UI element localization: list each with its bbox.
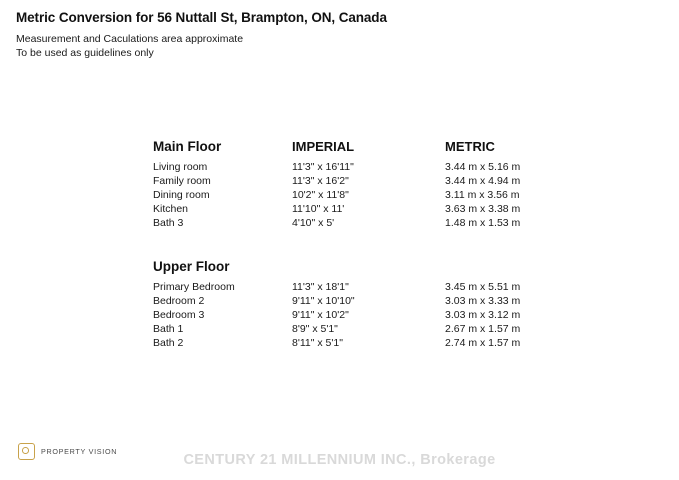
- room-name: Primary Bedroom: [153, 281, 235, 293]
- column-header-metric: METRIC: [445, 139, 495, 154]
- logo-text: PROPERTY VISION: [41, 447, 118, 456]
- room-metric: 2.67 m x 1.57 m: [445, 323, 521, 335]
- room-imperial: 11'3" x 16'11": [292, 161, 354, 173]
- section-heading-upper-floor: Upper Floor: [153, 259, 230, 274]
- section-spacer: [153, 230, 613, 259]
- table-row: [153, 322, 613, 336]
- section-heading-main-floor: Main Floor: [153, 139, 222, 154]
- room-imperial: 8'9" x 5'1": [292, 323, 338, 335]
- room-name: Dining room: [153, 189, 210, 201]
- room-name: Living room: [153, 161, 208, 173]
- disclaimer-line-1: Measurement and Caculations area approximate: [16, 33, 244, 45]
- table-row: [153, 216, 613, 230]
- room-metric: 3.03 m x 3.12 m: [445, 309, 521, 321]
- table-row: [153, 294, 613, 308]
- room-imperial: 4'10" x 5': [292, 217, 335, 229]
- room-imperial: 11'3" x 18'1": [292, 281, 349, 293]
- room-metric: 3.44 m x 4.94 m: [445, 175, 521, 187]
- room-metric: 3.11 m x 3.56 m: [445, 189, 520, 201]
- page-title: Metric Conversion for 56 Nuttall St, Brampton, ON, Canada: [16, 10, 387, 25]
- room-imperial: 11'3" x 16'2": [292, 175, 349, 187]
- column-header-imperial: IMPERIAL: [292, 139, 355, 154]
- room-imperial: 9'11" x 10'2": [292, 309, 349, 321]
- room-imperial: 10'2" x 11'8": [292, 189, 349, 201]
- room-name: Bath 2: [153, 337, 184, 349]
- room-metric: 3.44 m x 5.16 m: [445, 161, 521, 173]
- measurements-table: [153, 139, 613, 350]
- room-metric: 2.74 m x 1.57 m: [445, 337, 521, 349]
- table-row: [153, 280, 613, 294]
- upper-floor-header-row: [153, 259, 613, 274]
- room-name: Bath 3: [153, 217, 184, 229]
- room-name: Bedroom 2: [153, 295, 205, 307]
- room-metric: 1.48 m x 1.53 m: [445, 217, 521, 229]
- room-metric: 3.63 m x 3.38 m: [445, 203, 521, 215]
- table-row: [153, 188, 613, 202]
- room-metric: 3.45 m x 5.51 m: [445, 281, 521, 293]
- table-row: [153, 174, 613, 188]
- section-upper-floor: [153, 259, 613, 350]
- room-metric: 3.03 m x 3.33 m: [445, 295, 521, 307]
- upper-floor-rows: [153, 280, 613, 350]
- table-row: [153, 308, 613, 322]
- room-name: Bedroom 3: [153, 309, 205, 321]
- table-row: [153, 336, 613, 350]
- room-imperial: 8'11" x 5'1": [292, 337, 343, 349]
- room-name: Bath 1: [153, 323, 184, 335]
- section-main-floor: [153, 139, 613, 230]
- table-header-row: [153, 139, 613, 154]
- main-floor-rows: [153, 160, 613, 230]
- table-row: [153, 160, 613, 174]
- table-row: [153, 202, 613, 216]
- brokerage-watermark: CENTURY 21 MILLENNIUM INC., Brokerage: [183, 452, 496, 468]
- disclaimer-line-2: To be used as guidelines only: [16, 47, 154, 59]
- room-name: Kitchen: [153, 203, 189, 215]
- room-imperial: 9'11" x 10'10": [292, 295, 355, 307]
- room-name: Family room: [153, 175, 211, 187]
- room-imperial: 11'10" x 11': [292, 203, 345, 215]
